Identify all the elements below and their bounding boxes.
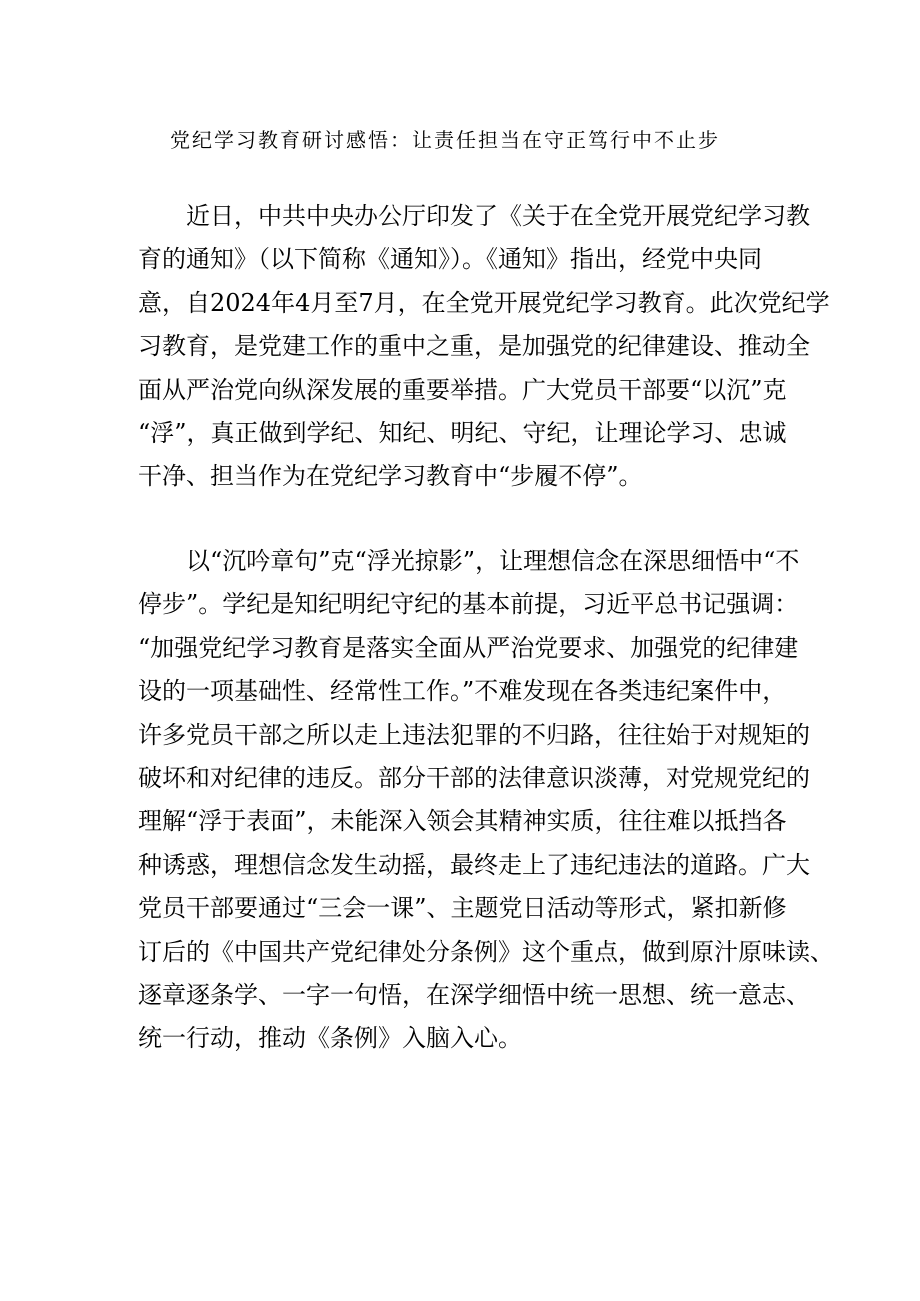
paragraph-line: 以“沉吟章句”克“浮光掠影”，让理想信念在深思细悟中“不 — [138, 547, 800, 575]
paragraph-line: 统一行动，推动《条例》入脑入心。 — [138, 1024, 522, 1053]
paragraph-line: 近日，中共中央办公厅印发了《关于在全党开展党纪学习教 — [138, 202, 810, 230]
paragraph-line: 育的通知》（以下简称《通知》）。《通知》指出，经党中央同 — [138, 245, 762, 274]
paragraph-line: 习教育，是党建工作的重中之重，是加强党的纪律建设、推动全 — [138, 332, 810, 361]
paragraph-line: 设的一项基础性、经常性工作。”不难发现在各类违纪案件中， — [138, 677, 787, 706]
paragraph-2 — [138, 540, 834, 1061]
document-title: 党纪学习教育研讨感悟：让责任担当在守正笃行中不止步 — [170, 128, 720, 152]
paragraph-line: 破坏和对纪律的违反。部分干部的法律意识淡薄，对党规党纪的 — [138, 763, 810, 792]
paragraph-line: 党员干部要通过“三会一课”、主题党日活动等形式，紧扣新修 — [138, 894, 787, 923]
paragraph-line: 面从严治党向纵深发展的重要举措。广大党员干部要“以沉”克 — [138, 375, 787, 404]
paragraph-line: “加强党纪学习教育是落实全面从严治党要求、加强党的纪律建 — [138, 633, 799, 662]
paragraph-1 — [138, 195, 830, 499]
paragraph-line: 停步”。学纪是知纪明纪守纪的基本前提，习近平总书记强调： — [138, 590, 799, 619]
paragraph-line: 许多党员干部之所以走上违法犯罪的不归路，往往始于对规矩的 — [138, 720, 810, 749]
paragraph-line: 理解“浮于表面”，未能深入领会其精神实质，往往难以抵挡各 — [138, 807, 787, 836]
paragraph-line: 意，自2024年4月至7月，在全党开展党纪学习教育。此次党纪学 — [138, 288, 830, 317]
paragraph-line: “浮”，真正做到学纪、知纪、明纪、守纪，让理论学习、忠诚 — [138, 418, 787, 447]
paragraph-line: 干净、担当作为在党纪学习教育中“步履不停”。 — [138, 462, 643, 491]
paragraph-line: 种诱惑，理想信念发生动摇，最终走上了违纪违法的道路。广大 — [138, 850, 810, 879]
paragraph-line: 逐章逐条学、一字一句悟，在深学细悟中统一思想、统一意志、 — [138, 980, 810, 1009]
paragraph-line: 订后的《中国共产党纪律处分条例》这个重点，做到原汁原味读、 — [138, 937, 834, 966]
